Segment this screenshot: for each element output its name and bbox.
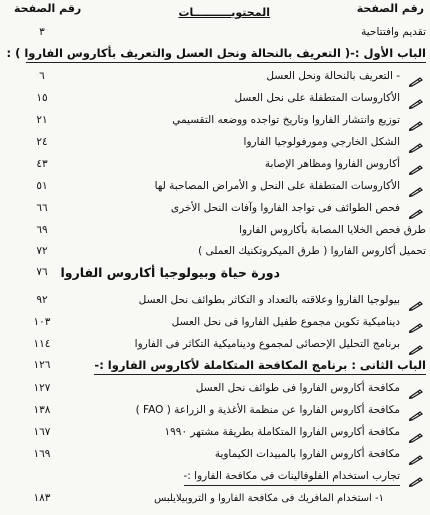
toc-entry-title: الشكل الخارجي ومورفولوجيا الفاروا bbox=[243, 136, 400, 148]
toc-row bbox=[0, 134, 430, 153]
pen-bullet-icon bbox=[409, 318, 423, 328]
pen-bullet-icon bbox=[409, 406, 423, 416]
pen-bullet-icon bbox=[409, 182, 423, 192]
heading-underline bbox=[26, 62, 426, 63]
toc-entry-title: الأكاروسات المتطفلة على النحل و الأمراض المصاحبة لها bbox=[154, 180, 400, 192]
toc-row bbox=[0, 292, 430, 311]
toc-entry-page: ١٦٩ bbox=[33, 448, 51, 460]
toc-entry-title: تقديم وافتتاحية bbox=[361, 26, 426, 38]
toc-entry-title: - التعريف بالنحالة ونحل العسل bbox=[266, 70, 400, 82]
toc-entry-page: ١٢٧ bbox=[33, 382, 51, 394]
toc-entry-page: ١٠٣ bbox=[33, 316, 51, 328]
toc-entry-page: ٦٩ bbox=[36, 224, 48, 236]
toc-row bbox=[0, 178, 430, 197]
toc-entry-page: ٧٦ bbox=[36, 266, 48, 278]
toc-row bbox=[0, 45, 430, 64]
toc-row bbox=[0, 24, 430, 43]
toc-row bbox=[0, 490, 430, 509]
pen-bullet-icon bbox=[409, 428, 423, 438]
toc-row bbox=[0, 243, 430, 262]
toc-entry-title: مكافحة أكاروس الفاروا عن منظمة الأغذية و الزراعة ( FAO ) bbox=[135, 404, 400, 416]
pen-bullet-icon bbox=[409, 138, 423, 148]
toc-entry-title: دورة حياة وبيولوجيا أكاروس الفاروا bbox=[60, 265, 280, 280]
toc-row bbox=[0, 264, 430, 283]
heading-underline bbox=[94, 374, 426, 375]
toc-entry-title: مكافحة أكاروس الفاروا بالمبيدات الكيماوية bbox=[214, 448, 400, 460]
toc-entry-page: ٢١ bbox=[36, 114, 48, 126]
toc-entry-page: ١٥ bbox=[36, 92, 48, 104]
heading-underline bbox=[184, 485, 400, 486]
toc-entry-title: بيولوجيا الفاروا وعلاقته بالتعداد و التكاثر بطوائف نحل العسل bbox=[138, 294, 400, 306]
toc-entry-page: ٦٦ bbox=[36, 202, 48, 214]
toc-entry-title: مكافحة أكاروس الفاروا المتكاملة بطريقة مشتهر ١٩٩٠ bbox=[164, 426, 400, 438]
toc-row bbox=[0, 380, 430, 399]
pen-bullet-icon bbox=[409, 204, 423, 214]
toc-entry-page: ٣ bbox=[39, 26, 45, 38]
toc-row bbox=[0, 357, 430, 376]
toc-entry-title: برنامج التحليل الإحصائى لمجموع وديناميكية التكاثر فى الفاروا bbox=[134, 338, 400, 350]
toc-row bbox=[0, 68, 430, 87]
pen-bullet-icon bbox=[409, 94, 423, 104]
pen-bullet-icon bbox=[409, 116, 423, 126]
toc-row bbox=[0, 112, 430, 131]
toc-entry-title: مكافحة أكاروس الفاروا فى طوائف نحل العسل bbox=[195, 382, 400, 394]
pen-bullet-icon bbox=[409, 340, 423, 350]
toc-entry-title: تجارب استخدام الفلوفالينات فى مكافحة الفاروا :- bbox=[183, 470, 400, 482]
toc-row bbox=[0, 314, 430, 333]
toc-entry-title: طرق فحص الخلايا المصابة بأكاروس الفاروا bbox=[239, 224, 426, 236]
toc-entry-page: ٤٣ bbox=[36, 158, 48, 170]
page-title: المحتويــــــــــات bbox=[178, 6, 270, 19]
toc-entry-title: ١- استخدام المافريك فى مكافحة الفاروا و التروبيلايلبس bbox=[154, 493, 384, 504]
toc-entry-title: تحميل أكاروس الفاروا ( طرق الميكروتكنيك العملى ) bbox=[198, 245, 426, 257]
toc-header bbox=[0, 2, 430, 20]
toc-entry-page: ٢٤ bbox=[36, 136, 48, 148]
toc-entry-title: الأكاروسات المتطفلة على نحل العسل bbox=[234, 92, 400, 104]
pen-bullet-icon bbox=[409, 450, 423, 460]
toc-row bbox=[0, 222, 430, 241]
toc-entry-title: الباب الأول :-( التعريف بالنحالة ونحل العسل والتعريف بأكاروس الفاروا ) : bbox=[6, 46, 426, 60]
pen-bullet-icon bbox=[409, 160, 423, 170]
toc-entry-page: ٩٢ bbox=[36, 294, 48, 306]
toc-row bbox=[0, 200, 430, 219]
toc-entry-title: الباب الثانى : برنامج المكافحة المتكاملة لأكاروس الفاروا :- bbox=[94, 358, 426, 372]
toc-entry-page: ١٢٦ bbox=[33, 359, 51, 371]
toc-entry-page: ٥١ bbox=[36, 180, 48, 192]
toc-entry-title: أكاروس الفاروا ومظاهر الإصابة bbox=[264, 158, 400, 170]
page-number-column-label-right: رقم الصفحة bbox=[356, 2, 424, 15]
toc-entry-title: ديناميكية تكوين مجموع طفيل الفاروا فى نحل العسل bbox=[171, 316, 400, 328]
toc-row bbox=[0, 336, 430, 355]
toc-entry-page: ٦ bbox=[39, 70, 45, 82]
toc-entry-page: ١٨٣ bbox=[33, 492, 51, 504]
toc-row bbox=[0, 468, 430, 487]
toc-row bbox=[0, 156, 430, 175]
pen-bullet-icon bbox=[409, 384, 423, 394]
page-number-column-label-left: رقم الصفحة bbox=[14, 2, 82, 15]
toc-row bbox=[0, 424, 430, 443]
toc-row bbox=[0, 90, 430, 109]
toc-entry-title: توزيع وانتشار الفاروا وتاريخ تواجده ووضعه التقسيمي bbox=[172, 114, 400, 126]
toc-row bbox=[0, 402, 430, 421]
toc-entry-page: ١٦٧ bbox=[33, 426, 51, 438]
pen-bullet-icon bbox=[409, 296, 423, 306]
toc-entry-page: ٧٢ bbox=[36, 245, 48, 257]
pen-bullet-icon bbox=[409, 472, 423, 482]
toc-entry-page: ١١٤ bbox=[33, 338, 51, 350]
toc-row bbox=[0, 446, 430, 465]
pen-bullet-icon bbox=[409, 72, 423, 82]
toc-entry-title: فحص الطوائف فى تواجد الفاروا وآفات النحل الأخرى bbox=[170, 202, 400, 214]
toc-entry-page: ١٣٨ bbox=[33, 404, 51, 416]
